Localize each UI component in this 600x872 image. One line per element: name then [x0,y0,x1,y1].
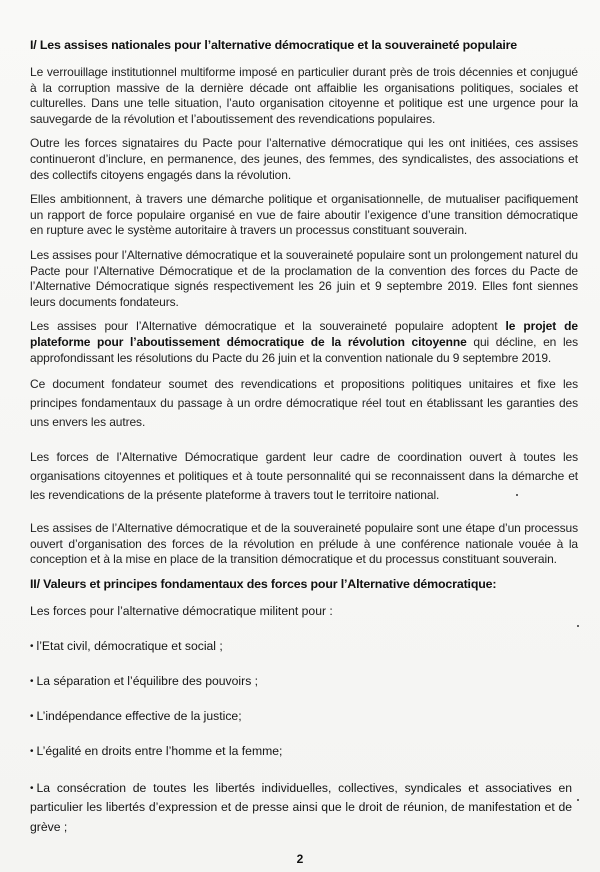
paragraph-signatories: Outre les forces signataires du Pacte pour l’alternative démocratique qui les ont initiées, ces assises continueront d’inclure, en permanence, des jeunes, des femmes, des syndicalistes, des associations et des collectifs citoyens engagés dans la révolution. [30,136,578,182]
paragraph-ambitions: Elles ambitionnent, à travers une démarche politique et organisationnelle, de mutualiser pacifiquement un rapport de force populaire organisé en vue de faire aboutir l’exigence d’une transition démocratique en rupture avec le système autoritaire à travers un processus constituant souverain. [30,192,578,238]
list-item-judicial-independence [30,709,578,724]
scan-speck-decoration [577,625,579,627]
paragraph-extension: Les assises pour l’Alternative démocratique et la souveraineté populaire sont un prolongement naturel du Pacte pour l’Alternative Démocratique et de la proclamation de la convention des forces du Pacte de l’Alternative Démocratique signés respectivement les 26 juin et 9 septembre 2019. Elles font siennes leurs documents fondateurs. [30,247,578,309]
list-item-civil-state [30,639,578,654]
paragraph-locking: Le verrouillage institutionnel multiforme imposé en particulier durant près de trois décennies et conjugué à la corruption massive de la dernière décade ont affaiblie les organisations politiques, sociales et culturelles. Dans une telle situation, l’auto organisation citoyenne et politique est une urgence pour la sauvegarde de la révolution et l’aboutissement des revendications populaires. [30,65,578,126]
section-2-intro: Les forces pour l’alternative démocratique militent pour : [30,603,333,618]
paragraph-platform [30,319,578,366]
bullet-icon: • [30,640,34,652]
bullet-icon: • [30,675,34,687]
list-item-text: La séparation et l’équilibre des pouvoirs ; [36,673,259,688]
list-item-separation-of-powers [30,674,578,689]
paragraph-founding-document: Ce document fondateur soumet des revendications et propositions politiques unitaires et fixe les principes fondamentaux du passage à un ordre démocratique réel tout en établissant les garanties des uns envers les autres. [30,377,578,430]
page-number: 2 [296,852,304,866]
list-item-text: L’indépendance effective de la justice; [36,708,242,723]
bullet-icon: • [30,710,34,722]
paragraph-coordination: Les forces de l’Alternative Démocratique gardent leur cadre de coordination ouvert à toutes les organisations citoyennes et politiques et à toute personnalité qui se reconnaissent dans la démarche et les revendications de la présente plateforme à travers tout le territoire national. [30,450,578,503]
section-2-heading: II/ Valeurs et principes fondamentaux des forces pour l’Alternative démocratique: [30,576,497,591]
list-item-text: La consécration de toutes les libertés individuelles, collectives, syndicales et associatives en particulier les libertés d’expression et de presse ainsi que le droit de réunion, de manifestation et de grève ; [30,780,572,834]
bullet-icon: • [30,782,34,794]
platform-project-title: le projet de plateforme pour l’aboutissement démocratique de la révolution citoyenne [30,319,578,349]
list-item-gender-equality [30,744,578,759]
platform-text-before: Les assises pour l’Alternative démocratique et la souveraineté populaire adoptent [30,319,506,334]
paragraph-national-conference: Les assises de l’Alternative démocratique et de la souveraineté populaire sont une étape d’un processus ouvert d’organisation des forces de la révolution en prélude à une conférence nationale vouée à la conception et à la mise en place de la transition démocratique et du processus constituant souverain. [30,521,578,567]
scan-speck-decoration [577,799,579,801]
scan-speck-decoration [516,494,518,496]
list-item-text: L’égalité en droits entre l’homme et la femme; [36,743,283,758]
platform-text-after: qui décline, en les approfondissant les résolutions du Pacte du 26 juin et la convention nationale du 9 septembre 2019. [30,334,578,365]
list-item-text: l’Etat civil, démocratique et social ; [36,638,223,653]
section-1-heading: I/ Les assises nationales pour l’alternative démocratique et la souveraineté populaire [30,38,518,52]
list-item-freedoms [30,779,578,838]
bullet-icon: • [30,745,34,757]
